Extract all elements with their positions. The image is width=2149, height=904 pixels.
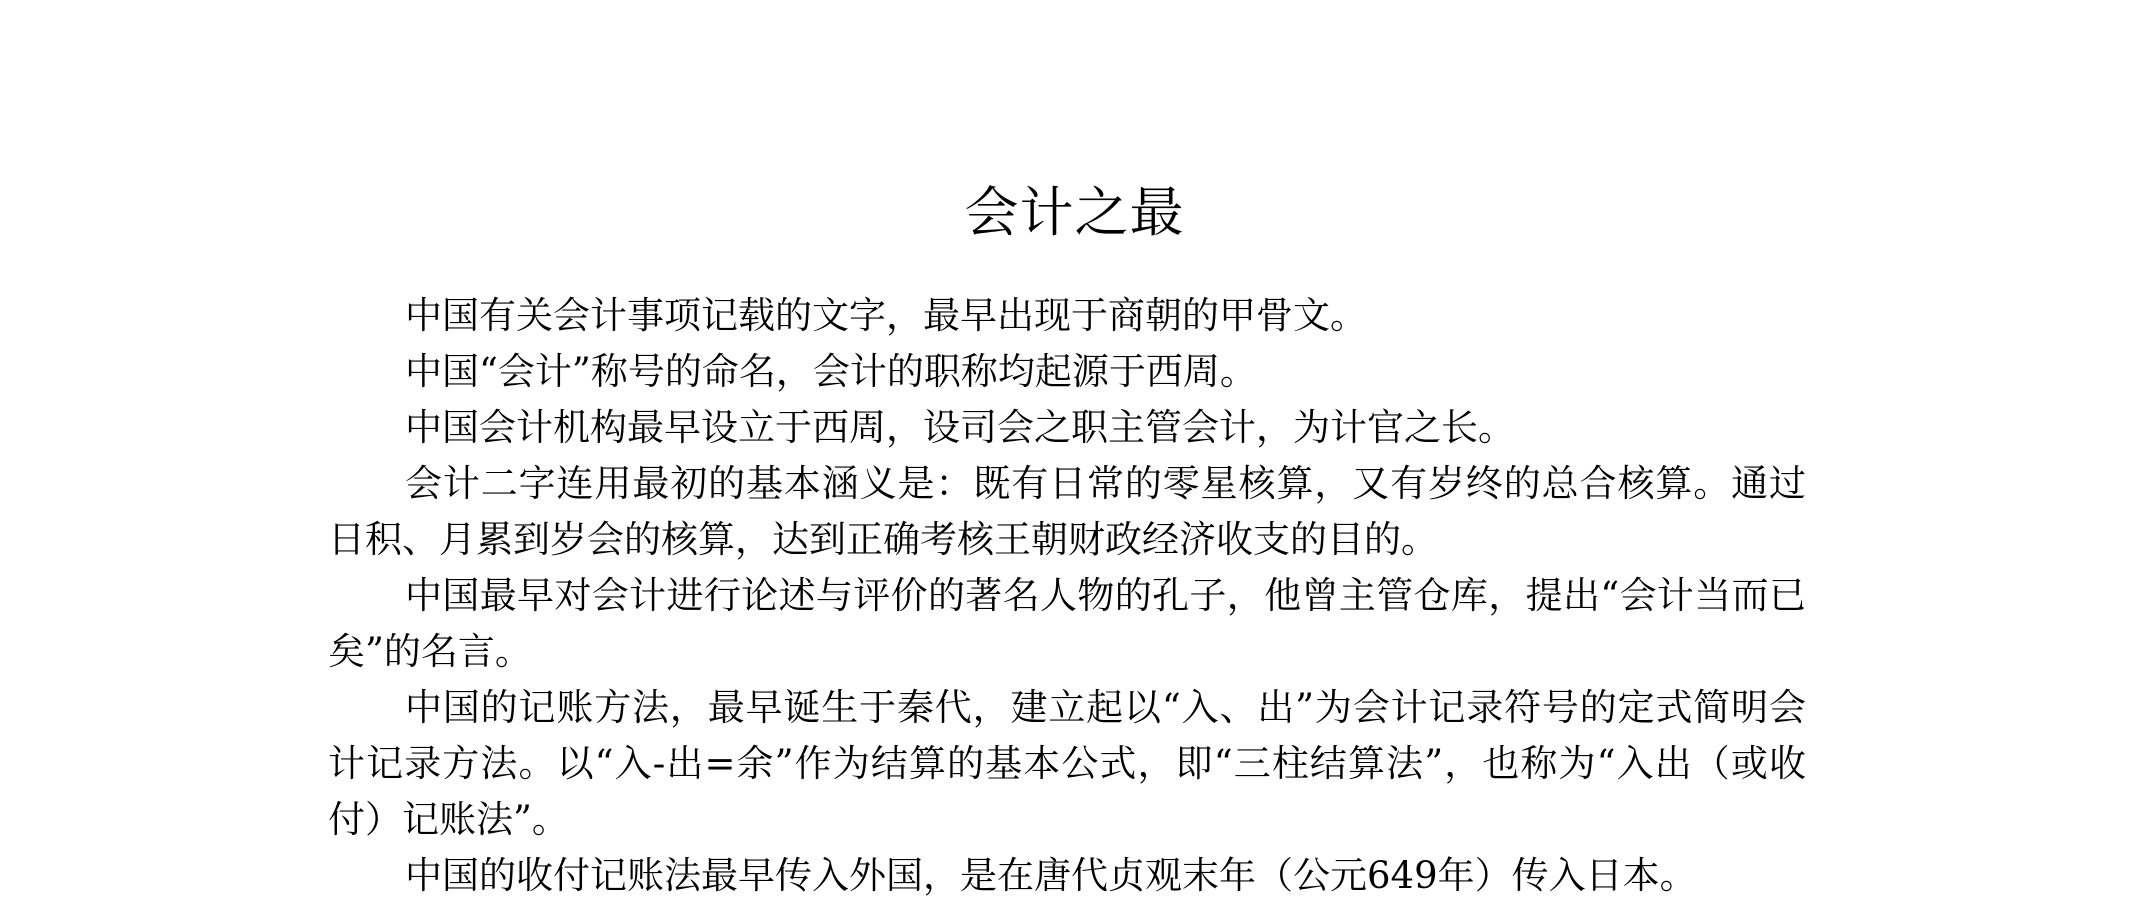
paragraph-5: 中国最早对会计进行论述与评价的著名人物的孔子，他曾主管仓库，提出“会计当而已矣”的名言。 [328, 574, 1806, 673]
paragraph-2: 中国“会计”称号的命名，会计的职称均起源于西周。 [405, 350, 1257, 393]
document-title: 会计之最 [964, 181, 1185, 244]
document-body [328, 288, 1806, 904]
paragraph-7: 中国的收付记账法最早传入外国，是在唐代贞观末年（公元649年）传入日本。 [405, 854, 1697, 897]
paragraph-3: 中国会计机构最早设立于西周，设司会之职主管会计，为计官之长。 [405, 406, 1515, 449]
paragraph-1: 中国有关会计事项记载的文字，最早出现于商朝的甲骨文。 [405, 294, 1367, 337]
paragraph-4: 会计二字连用最初的基本涵义是：既有日常的零星核算，又有岁终的总合核算。通过日积、月累到岁会的核算，达到正确考核王朝财政经济收支的目的。 [328, 462, 1806, 561]
paragraph-6: 中国的记账方法，最早诞生于秦代，建立起以“入、出”为会计记录符号的定式简明会计记录方法。以“入-出=余”作为结算的基本公式，即“三柱结算法”，也称为“入出（或收付）记账法”。 [328, 686, 1806, 841]
